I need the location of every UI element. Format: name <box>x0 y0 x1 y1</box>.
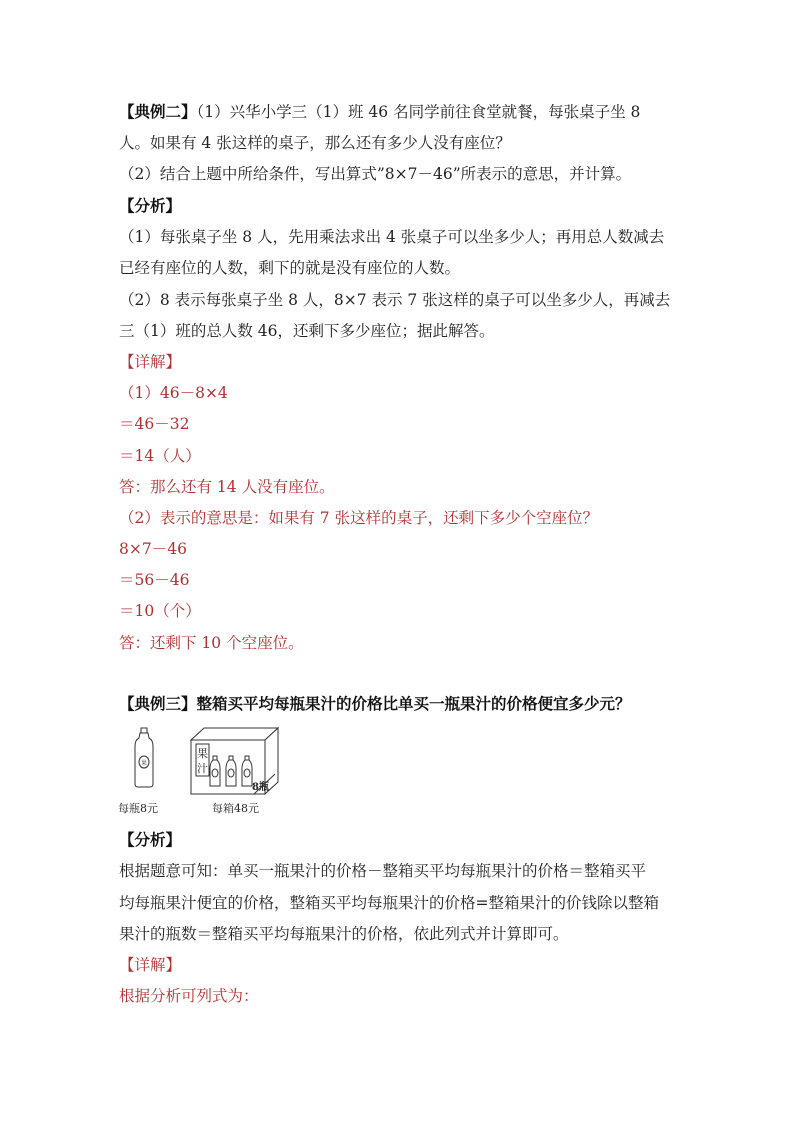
box-price-label: 每箱48元 <box>212 802 259 815</box>
example2-analysis-line: （2）8 表示每张桌子坐 8 人，8×7 表示 7 张这样的桌子可以坐多少人，再减去 <box>119 291 671 309</box>
example3-analysis-title: 【分析】 <box>119 830 182 849</box>
box-count-label: 8瓶 <box>252 782 269 793</box>
example3-analysis-line: 果汁的瓶数＝整箱买平均每瓶果汁的价格，依此列式并计算即可。 <box>119 925 569 943</box>
example2-analysis-title: 【分析】 <box>119 196 182 215</box>
example2-question-part2: （2）结合上题中所给条件，写出算式”8×7－46”所表示的意思，并计算。 <box>119 165 632 183</box>
example2-tag: 【典例二】 <box>119 102 197 121</box>
example2-detail-line: ＝46－32 <box>119 415 190 433</box>
example3-analysis-line: 根据题意可知：单买一瓶果汁的价格－整箱买平均每瓶果汁的价格＝整箱买平 <box>119 862 647 880</box>
example3-detail-line: 根据分析可列式为： <box>119 987 259 1005</box>
example2-detail-line: （1）46－8×4 <box>119 384 228 402</box>
example3-detail-title: 【详解】 <box>119 956 182 974</box>
svg-text:果: 果 <box>141 760 148 767</box>
juice-box-icon <box>191 728 278 794</box>
example2-analysis-line: 三（1）班的总人数 46，还剩下多少座位；据此解答。 <box>119 322 495 340</box>
example2-question-text: （1）兴华小学三（1）班 46 名同学前往食堂就餐，每张桌子坐 8 <box>196 103 641 121</box>
example2-question-line2: 人。如果有 4 张这样的桌子，那么还有多少人没有座位？ <box>119 134 511 152</box>
example3-analysis-line: 均每瓶果汁便宜的价格，整箱买平均每瓶果汁的价格=整箱果汁的价钱除以整箱 <box>119 894 659 912</box>
bottle-icon <box>135 728 153 787</box>
example2-analysis-line: （1）每张桌子坐 8 人，先用乘法求出 4 张桌子可以坐多少人；再用总人数减去 <box>119 228 665 246</box>
example2-answer-2: 答：还剩下 10 个空座位。 <box>119 634 304 652</box>
example2-answer-1: 答：那么还有 14 人没有座位。 <box>119 478 335 496</box>
example3-question <box>119 693 679 715</box>
example2-detail-line: ＝10（个） <box>119 602 201 620</box>
example3-tag: 【典例三】 <box>119 694 197 713</box>
example2-analysis-line: 已经有座位的人数，剩下的就是没有座位的人数。 <box>119 259 461 277</box>
juice-figure <box>116 726 286 818</box>
example3-question-text: 整箱买平均每瓶果汁的价格比单买一瓶果汁的价格便宜多少元？ <box>196 694 631 713</box>
example2-detail-line: （2）表示的意思是：如果有 7 张这样的桌子，还剩下多少个空座位？ <box>119 509 599 527</box>
example2-detail-title: 【详解】 <box>119 353 182 371</box>
example2-detail-line: ＝56－46 <box>119 571 190 589</box>
box-label-1: 果 <box>197 747 208 760</box>
example2-detail-line: 8×7－46 <box>119 540 187 558</box>
example2-detail-line: ＝14（人） <box>119 447 201 465</box>
bottle-price-label: 每瓶8元 <box>118 802 158 815</box>
example2-question-line1 <box>119 101 679 123</box>
box-label-2: 汁 <box>197 762 208 775</box>
